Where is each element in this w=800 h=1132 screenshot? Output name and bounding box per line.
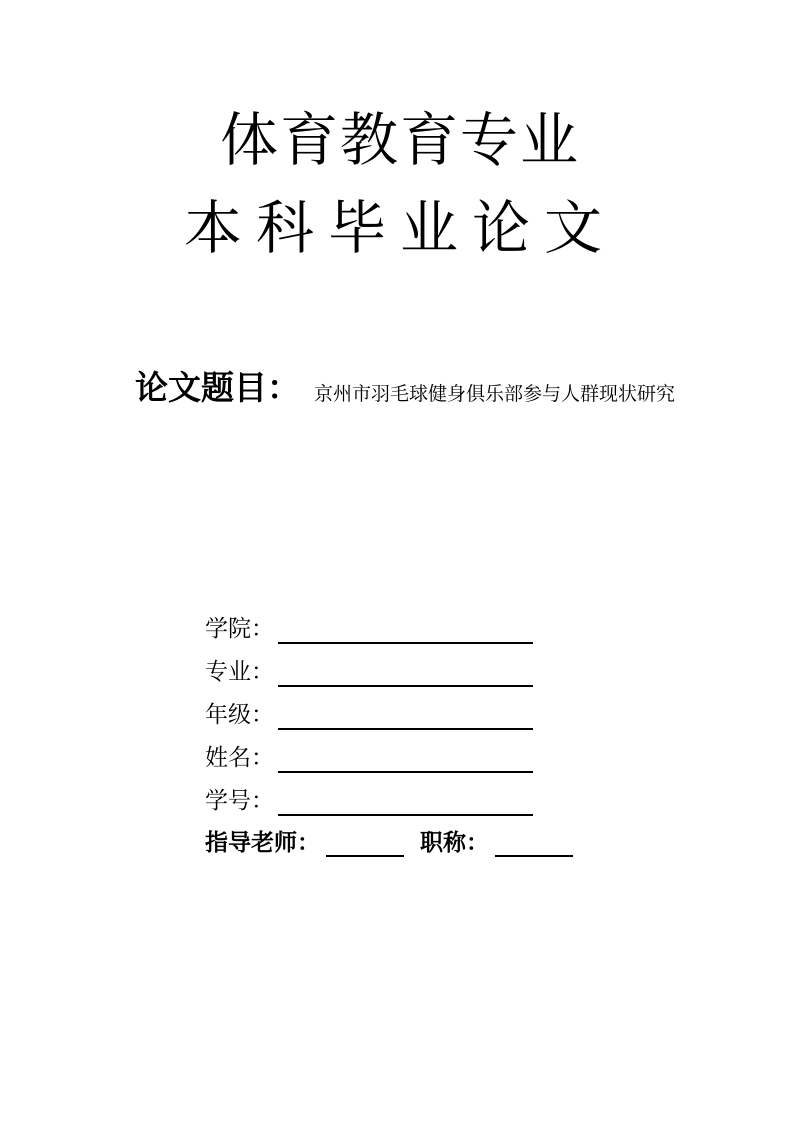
thesis-title-row — [135, 360, 675, 412]
name-label: 姓名： — [205, 745, 274, 771]
title-rank-blank-line — [495, 854, 573, 857]
cover-title-line1: 体育教育专业 — [219, 106, 580, 174]
grade-label: 年级： — [205, 702, 274, 728]
name-blank-line — [278, 770, 533, 773]
grade-blank-line — [278, 727, 533, 730]
advisor-label: 指导老师： — [205, 830, 320, 856]
college-blank-line — [278, 641, 533, 644]
cover-title-line2: 本科毕业论文 — [183, 194, 616, 262]
advisor-row — [205, 826, 573, 860]
thesis-title-value: 京州市羽毛球健身俱乐部参与人群现状研究 — [314, 383, 676, 405]
name-field — [205, 741, 533, 775]
major-blank-line — [278, 684, 533, 687]
student-id-blank-line — [278, 813, 533, 816]
student-id-label: 学号： — [205, 788, 274, 814]
major-field — [205, 655, 533, 689]
title-rank-label: 职称： — [420, 830, 489, 856]
student-id-field — [205, 784, 533, 818]
college-label: 学院： — [205, 616, 274, 642]
advisor-blank-line — [326, 854, 404, 857]
grade-field — [205, 698, 533, 732]
major-label: 专业： — [205, 659, 274, 685]
college-field — [205, 612, 533, 646]
thesis-title-label: 论文题目： — [135, 368, 300, 407]
